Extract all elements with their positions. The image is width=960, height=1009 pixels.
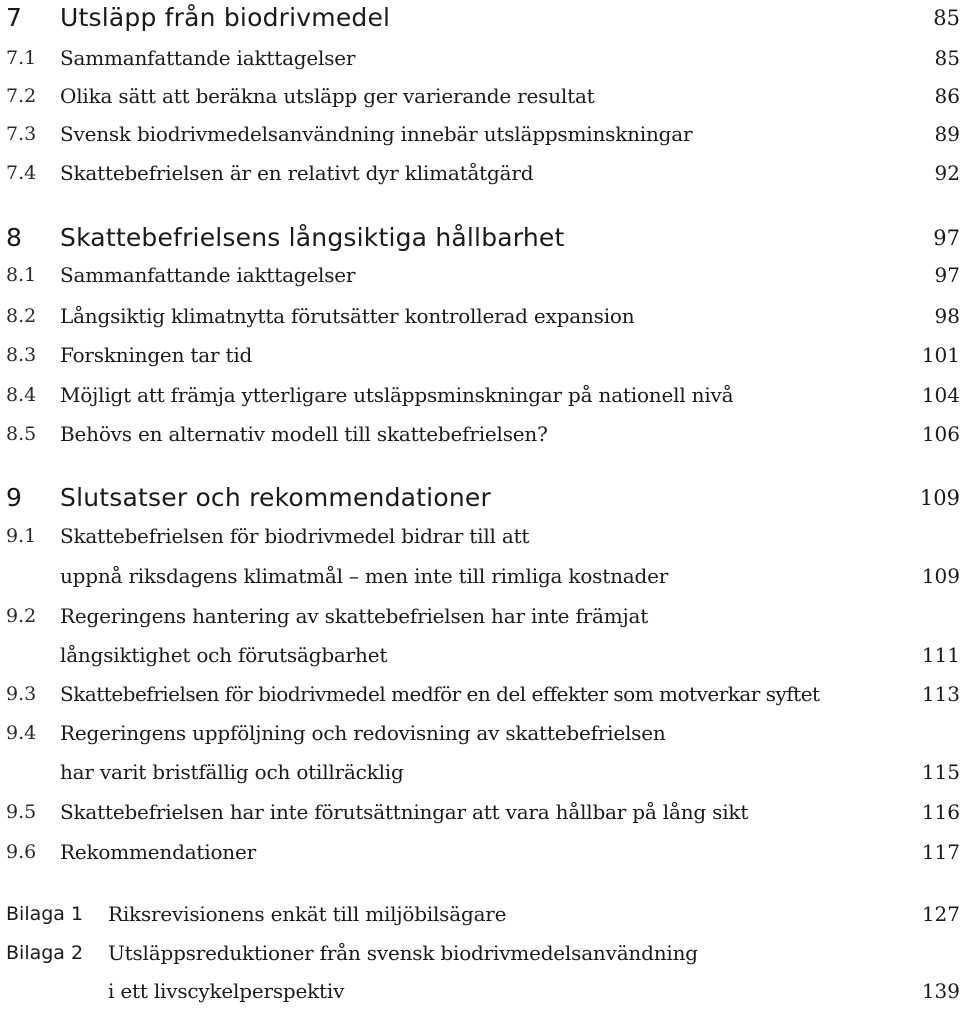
chapter-title: Utsläpp från biodrivmedel [60, 3, 391, 32]
page-number: 97 [934, 263, 960, 287]
section-title-continued: uppnå riksdagens klimatmål – men inte till rimliga kostnader [60, 564, 669, 588]
section-title: Skattebefrielsen har inte förutsättningar att vara hållbar på lång sikt [60, 800, 749, 824]
section-number: 9.4 [6, 722, 37, 744]
appendix-number: Bilaga 2 [6, 942, 84, 964]
toc-section-7-3[interactable] [0, 116, 960, 152]
toc-section-8-4[interactable] [0, 377, 960, 413]
toc-section-7-1[interactable] [0, 40, 960, 76]
section-number: 7.1 [6, 47, 37, 69]
section-number: 9.5 [6, 801, 37, 823]
section-title: Olika sätt att beräkna utsläpp ger varierande resultat [60, 84, 595, 108]
section-number: 7.2 [6, 85, 37, 107]
section-title: Möjligt att främja ytterligare utsläppsminskningar på nationell nivå [60, 383, 734, 407]
section-title: Skattebefrielsen för biodrivmedel bidrar till att [60, 524, 530, 548]
toc-section-9-1[interactable] [0, 518, 960, 554]
page-number: 85 [933, 6, 960, 30]
section-title-continued: långsiktighet och förutsägbarhet [60, 643, 388, 667]
page-number: 116 [921, 800, 960, 824]
toc-section-8-1[interactable] [0, 257, 960, 293]
page-number: 98 [934, 304, 960, 328]
appendix-title: Riksrevisionens enkät till miljöbilsägare [108, 902, 507, 926]
section-title: Regeringens hantering av skattebefrielsen har inte främjat [60, 604, 649, 628]
section-number: 9.3 [6, 683, 37, 705]
page-number: 101 [921, 343, 960, 367]
page-number: 127 [921, 902, 960, 926]
page-number: 115 [921, 760, 960, 784]
section-title: Behövs en alternativ modell till skattebefrielsen? [60, 422, 548, 446]
toc-section-9-6[interactable] [0, 834, 960, 870]
appendix-title: Utsläppsreduktioner från svensk biodrivmedelsanvändning [108, 941, 698, 965]
toc-section-9-3[interactable] [0, 676, 960, 712]
section-number: 9.2 [6, 605, 37, 627]
toc-section-9-5[interactable] [0, 794, 960, 830]
page-number: 111 [921, 643, 960, 667]
chapter-title: Skattebefrielsens långsiktiga hållbarhet [60, 223, 565, 252]
toc-section-8-3[interactable] [0, 337, 960, 373]
toc-chapter-8[interactable] [0, 220, 960, 256]
section-number: 9.6 [6, 841, 37, 863]
toc-section-9-4-continued[interactable] [0, 754, 960, 790]
chapter-number: 7 [6, 3, 22, 32]
toc-section-7-4[interactable] [0, 155, 960, 191]
page-number: 113 [921, 682, 960, 706]
section-title: Sammanfattande iakttagelser [60, 263, 356, 287]
section-number: 8.5 [6, 423, 37, 445]
toc-chapter-7[interactable] [0, 0, 960, 36]
page-number: 139 [921, 979, 960, 1003]
section-number: 8.2 [6, 305, 37, 327]
toc-section-7-2[interactable] [0, 78, 960, 114]
section-title: Sammanfattande iakttagelser [60, 46, 356, 70]
toc-section-8-5[interactable] [0, 416, 960, 452]
toc-appendix-2-continued[interactable] [0, 973, 960, 1009]
section-number: 8.1 [6, 264, 37, 286]
page-number: 109 [921, 564, 960, 588]
page-number: 104 [921, 383, 960, 407]
section-number: 7.4 [6, 162, 37, 184]
section-title: Skattebefrielsen för biodrivmedel medför en del effekter som motverkar syftet [60, 682, 820, 706]
toc-section-9-2[interactable] [0, 598, 960, 634]
toc-appendix-1[interactable] [0, 896, 960, 932]
section-title: Rekommendationer [60, 840, 256, 864]
appendix-title-continued: i ett livscykelperspektiv [108, 979, 345, 1003]
section-title: Forskningen tar tid [60, 343, 253, 367]
page-number: 117 [921, 840, 960, 864]
section-title: Långsiktig klimatnytta förutsätter kontrollerad expansion [60, 304, 635, 328]
section-title: Svensk biodrivmedelsanvändning innebär utsläppsminskningar [60, 122, 693, 146]
page-number: 106 [921, 422, 960, 446]
page-number: 97 [933, 226, 960, 250]
toc-section-9-1-continued[interactable] [0, 558, 960, 594]
section-title-continued: har varit bristfällig och otillräcklig [60, 760, 404, 784]
toc-section-9-4[interactable] [0, 715, 960, 751]
chapter-number: 8 [6, 223, 22, 252]
appendix-number: Bilaga 1 [6, 903, 84, 925]
section-number: 9.1 [6, 525, 37, 547]
section-title: Regeringens uppföljning och redovisning av skattebefrielsen [60, 721, 666, 745]
page-number: 92 [934, 161, 960, 185]
page-number: 109 [919, 486, 960, 510]
section-number: 8.4 [6, 384, 37, 406]
chapter-title: Slutsatser och rekommendationer [60, 483, 491, 512]
section-number: 8.3 [6, 344, 37, 366]
toc-section-8-2[interactable] [0, 298, 960, 334]
page-number: 89 [934, 122, 960, 146]
page-number: 85 [934, 46, 960, 70]
toc-chapter-9[interactable] [0, 480, 960, 516]
section-number: 7.3 [6, 123, 37, 145]
page-number: 86 [934, 84, 960, 108]
toc-appendix-2[interactable] [0, 935, 960, 971]
toc-section-9-2-continued[interactable] [0, 637, 960, 673]
chapter-number: 9 [6, 483, 22, 512]
section-title: Skattebefrielsen är en relativt dyr klimatåtgärd [60, 161, 534, 185]
